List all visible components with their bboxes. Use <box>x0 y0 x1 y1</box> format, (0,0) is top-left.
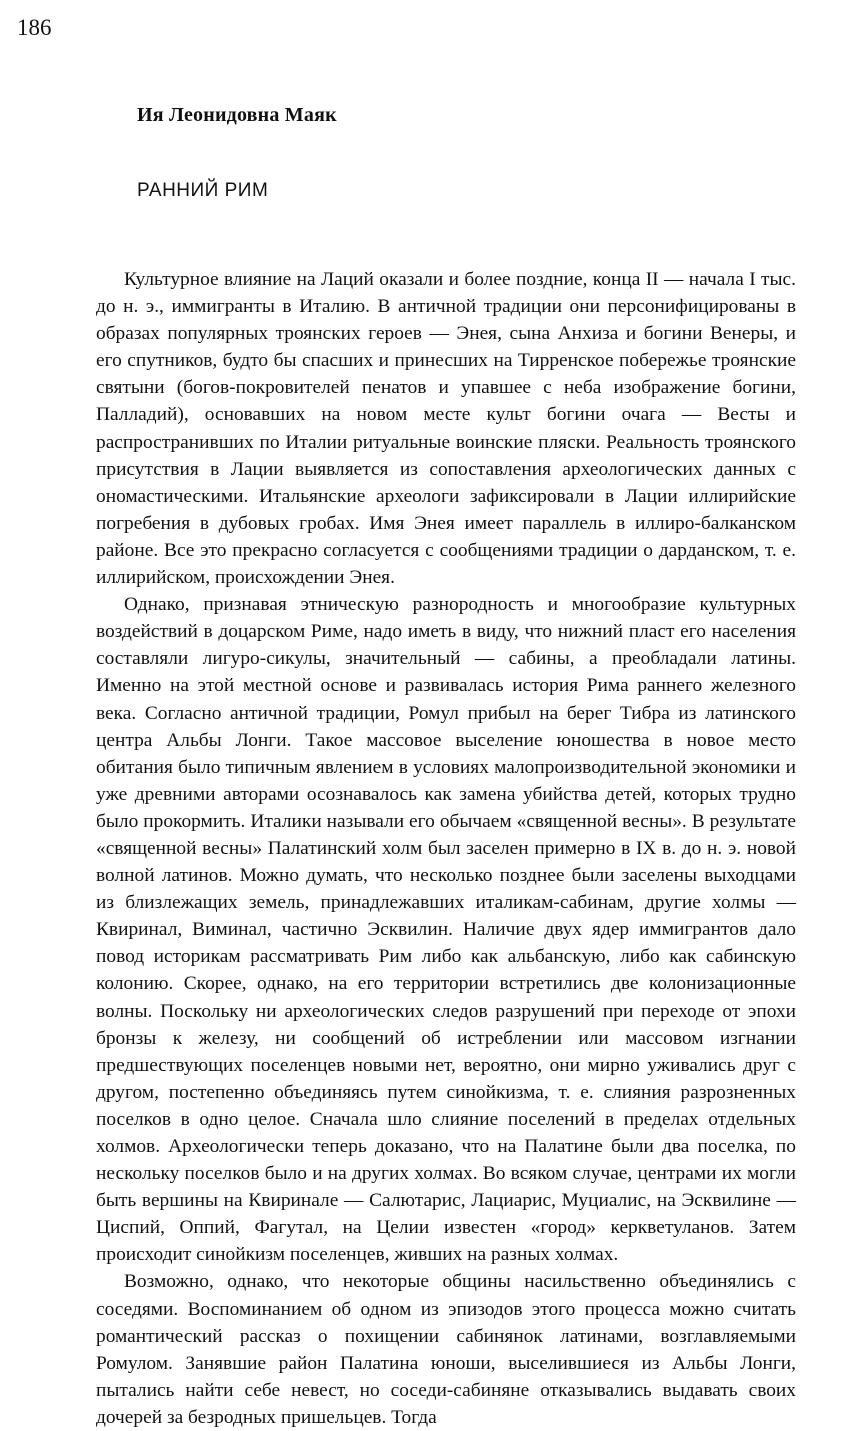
paragraph: Культурное влияние на Лаций оказали и более поздние, конца II — начала I тыс. до н. э., иммигранты в Италию. В античной традиции они персонифицированы в образах популярных троянских героев — Энея, сына Анхиза и богини Венеры, и его спутников, будто бы спасших и принесших на Тирренское побережье троянские святыни (богов-покровителей пенатов и упавшее с неба изображение богини, Палладий), основавших на новом месте культ богини очага — Весты и распространивших по Италии ритуальные воинские пляски. Реальность троянского присутствия в Лации выявляется из сопоставления археологических данных с ономастическими. Итальянские археологи зафиксировали в Лации иллирийские погребения в дубовых гробах. Имя Энея имеет параллель в иллиро-балканском районе. Все это прекрасно согласуется с сообщениями традиции о дарданском, т. е. иллирийском, происхождении Энея. <box>96 269 796 589</box>
body-text <box>96 266 796 1431</box>
paragraph: Возможно, однако, что некоторые общины насильственно объединялись с соседями. Воспоминанием об одном из эпизодов этого процесса можно считать романтический рассказ о похищении сабинянок латинами, возглавляемыми Ромулом. Занявшие район Палатина юноши, выселившиеся из Альбы Лонги, пытались найти себе невест, но соседи-сабиняне отказывались выдавать своих дочерей за безродных пришельцев. Тогда <box>96 1271 796 1428</box>
page-number: 186 <box>17 15 52 40</box>
chapter-title: РАННИЙ РИМ <box>137 180 269 201</box>
paragraph: Однако, признавая этническую разнородность и многообразие культурных воздействий в доцарском Риме, надо иметь в виду, что нижний пласт его населения составляли лигуро-сикулы, значительный — сабины, а преобладали латины. Именно на этой местной основе и развивалась история Рима раннего железного века. Согласно античной традиции, Ромул прибыл на берег Тибра из латинского центра Альбы Лонги. Такое массовое выселение юношества в новое место обитания было типичным явлением в условиях малопроизводительной экономики и уже древними авторами осознавалось как замена убийства детей, которых трудно было прокормить. Италики называли его обычаем «священной весны». В результате «священной весны» Палатинский холм был заселен примерно в IX в. до н. э. новой волной латинов. Можно думать, что несколько позднее были заселены выходцами из близлежащих земель, принадлежавших италикам-сабинам, другие холмы — Квиринал, Виминал, частично Эсквилин. Наличие двух ядер иммигрантов дало повод историкам рассматривать Рим либо как альбанскую, либо как сабинскую колонию. Скорее, однако, на его территории встретились две колонизационные волны. Поскольку ни археологических следов разрушений при переходе от эпохи бронзы к железу, ни сообщений об истреблении или массовом изгнании предшествующих поселенцев новыми нет, вероятно, они мирно уживались друг с другом, постепенно объединяясь путем синойкизма, т. е. слияния разрозненных поселков в одно целое. Сначала шло слияние поселений в пределах отдельных холмов. Археологически теперь доказано, что на Палатине были два поселка, по нескольку поселков было и на других холмах. Во всяком случае, центрами их могли быть вершины на Квиринале — Салютарис, Лациарис, Муциалис, на Эсквилине — Циспий, Оппий, Фагутал, на Целии известен «город» керкветуланов. Затем происходит синойкизм поселенцев, живших на разных холмах. <box>96 594 796 1266</box>
author-name: Ия Леонидовна Маяк <box>137 104 337 126</box>
